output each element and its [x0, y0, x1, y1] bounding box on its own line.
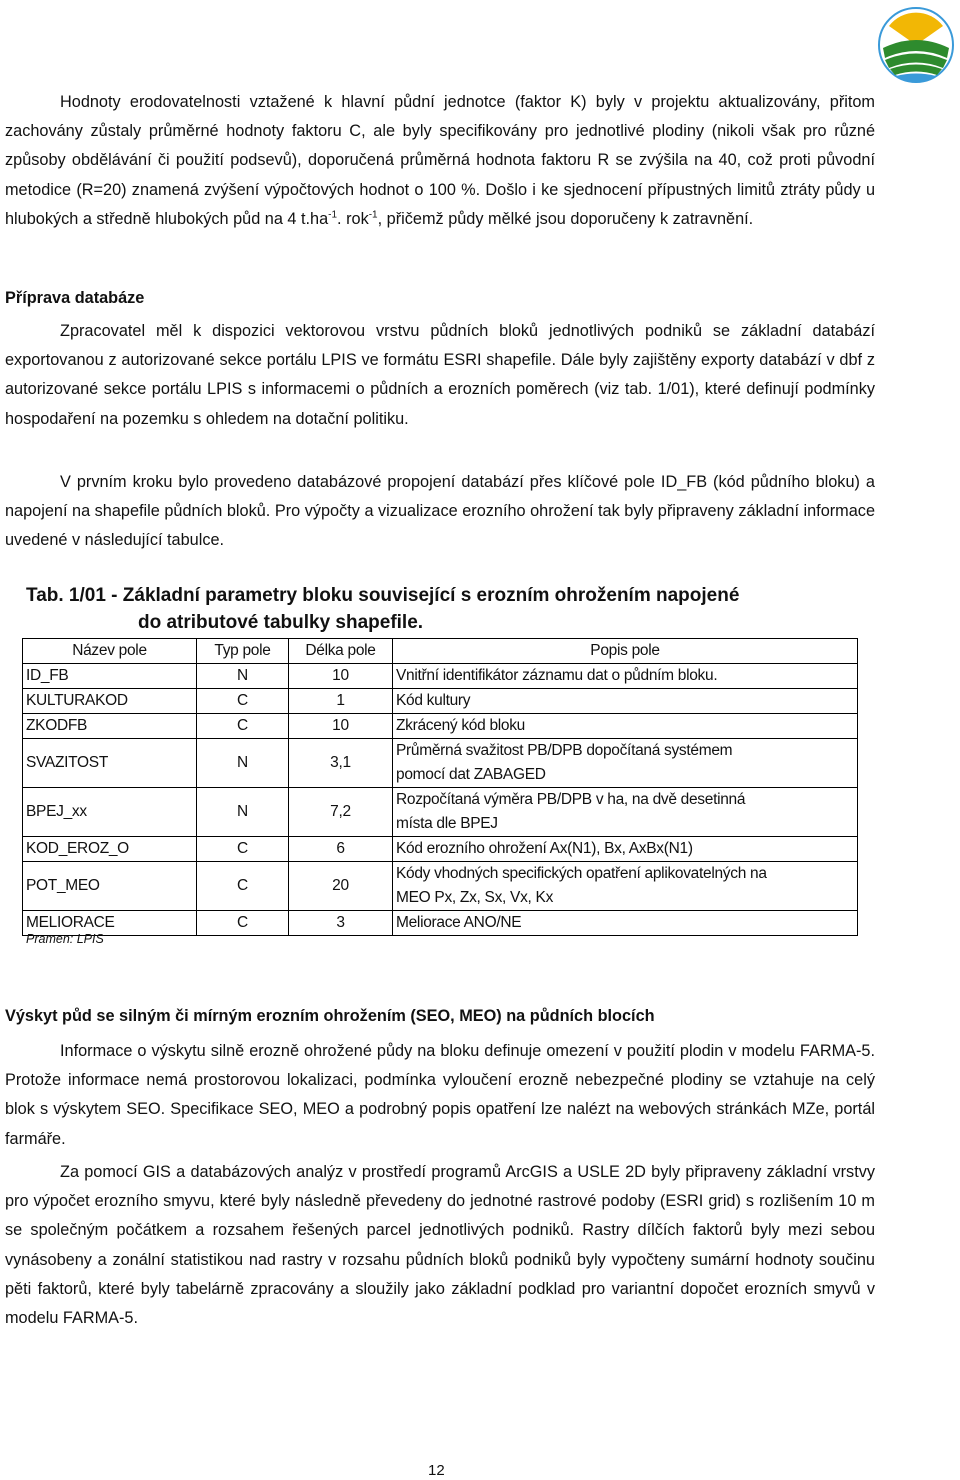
field-name: ID_FB [23, 664, 197, 689]
field-type: N [197, 664, 289, 689]
field-type: C [197, 689, 289, 714]
field-description: Rozpočítaná výměra PB/DPB v ha, na dvě desetinná místa dle BPEJ [393, 788, 858, 837]
table-row [23, 689, 858, 714]
column-header-description: Popis pole [393, 639, 858, 664]
column-header-length: Délka pole [289, 639, 393, 664]
field-length: 10 [289, 664, 393, 689]
erosion-risk-paragraph-2: Za pomocí GIS a databázových analýz v prostředí programů ArcGIS a USLE 2D byly připraveny základní vrstvy pro výpočet erozního smyvu, které byly následně převedeny do jednotné rastrové podoby (ESRI grid) s rozlišením 10 m se společným počátkem a rozsahem řešených parcel jednotlivých podniků. Rastry dílčích faktorů byly mezi sebou vynásobeny a zonální statistikou nad rastry v rozsahu půdních bloků podniků byly vypočteny sumární hodnoty součinu pěti faktorů, které byly tabelárně zpracovány a sloužily jako základní podklad pro variantní dopočet erozních smyvů v modelu FARMA-5. [5, 1163, 875, 1328]
database-preparation-paragraph-1: Zpracovatel měl k dispozici vektorovou vrstvu půdních bloků jednotlivých podniků se základní databází exportovanou z autorizované sekce portálu LPIS ve formátu ESRI shapefile. Dále byly zajištěny exporty databází v dbf z autorizované sekce portálu LPIS s informacemi o půdních a erozních poměrech (viz tab. 1/01), které definují podmínky hospodaření na pozemku s ohledem na dotační politiku. [5, 322, 875, 428]
field-type: N [197, 788, 289, 837]
field-type: C [197, 837, 289, 862]
field-name: MELIORACE [23, 911, 197, 936]
field-length: 3,1 [289, 739, 393, 788]
field-type: C [197, 911, 289, 936]
table-caption: Tab. 1/01 - Základní parametry bloku související s erozním ohrožením napojené do atributové tabulky shapefile. [26, 585, 740, 633]
field-name: BPEJ_xx [23, 788, 197, 837]
field-description: Meliorace ANO/NE [393, 911, 858, 936]
field-length: 6 [289, 837, 393, 862]
intro-paragraph: Hodnoty erodovatelnosti vztažené k hlavní půdní jednotce (faktor K) byly v projektu aktualizovány, přitom zachovány zůstaly průměrné hodnoty faktoru C, ale byly specifikovány pro jednotlivé plodiny (nikoli však pro různé způsoby obdělávání či použití podsevů), doporučená průměrná hodnota faktoru R se zvýšila na 40, což proti původní metodice (R=20) znamená zvýšení výpočtových hodnot o 100 %. Došlo i ke sjednocení přípustných limitů ztráty půdy u hlubokých a středně hlubokých půd na 4 $t.ha^{-1}$. rok$^{-1}$, přičemž půdy mělké jsou doporučeny k zatravnění. [5, 93, 875, 228]
field-name: KULTURAKOD [23, 689, 197, 714]
field-description: Průměrná svažitost PB/DPB dopočítaná systémem pomocí dat ZABAGED [393, 739, 858, 788]
field-description: Kódy vhodných specifických opatření aplikovatelných na MEO Px, Zx, Sx, Vx, Kx [393, 862, 858, 911]
table-source-note: Pramen: LPIS [26, 932, 104, 946]
agricultural-field-sun-logo-icon [877, 6, 955, 84]
erosion-risk-paragraph-1: Informace o výskytu silně erozně ohrožené půdy na bloku definuje omezení v použití plodin v modelu FARMA-5. Protože informace nemá prostorovou lokalizaci, podmínka vyloučení erozně nebezpečné plodiny se vztahuje na celý blok s výskytem SEO. Specifikace SEO, MEO a podrobný popis opatření lze nalézt na webových stránkách MZe, portál farmáře. [5, 1042, 875, 1148]
section-heading-erosion-risk-soils: Výskyt půd se silným či mírným erozním ohrožením (SEO, MEO) na půdních blocích [5, 1007, 655, 1025]
field-length: 7,2 [289, 788, 393, 837]
table-header-row [23, 639, 858, 664]
column-header-name: Název pole [23, 639, 197, 664]
field-type: C [197, 862, 289, 911]
table-row [23, 714, 858, 739]
attribute-table [22, 638, 858, 936]
table-row [23, 788, 858, 837]
field-type: N [197, 739, 289, 788]
database-preparation-paragraph-2: V prvním kroku bylo provedeno databázové propojení databází přes klíčové pole ID_FB (kód půdního bloku) a napojení na shapefile půdních bloků. Pro výpočty a vizualizace erozního ohrožení tak byly připraveny základní informace uvedené v následující tabulce. [5, 473, 875, 550]
field-length: 3 [289, 911, 393, 936]
field-description: Kód kultury [393, 689, 858, 714]
field-name: KOD_EROZ_O [23, 837, 197, 862]
table-row [23, 739, 858, 788]
column-header-type: Typ pole [197, 639, 289, 664]
table-row [23, 837, 858, 862]
field-name: ZKODFB [23, 714, 197, 739]
field-name: SVAZITOST [23, 739, 197, 788]
field-length: 1 [289, 689, 393, 714]
table-row [23, 862, 858, 911]
field-length: 20 [289, 862, 393, 911]
field-length: 10 [289, 714, 393, 739]
section-heading-database-preparation: Příprava databáze [5, 289, 145, 307]
field-description: Zkrácený kód bloku [393, 714, 858, 739]
page-number: 12 [428, 1462, 445, 1479]
field-description: Vnitřní identifikátor záznamu dat o půdním bloku. [393, 664, 858, 689]
table-row [23, 911, 858, 936]
field-name: POT_MEO [23, 862, 197, 911]
field-description: Kód erozního ohrožení Ax(N1), Bx, AxBx(N1) [393, 837, 858, 862]
field-type: C [197, 714, 289, 739]
table-row [23, 664, 858, 689]
